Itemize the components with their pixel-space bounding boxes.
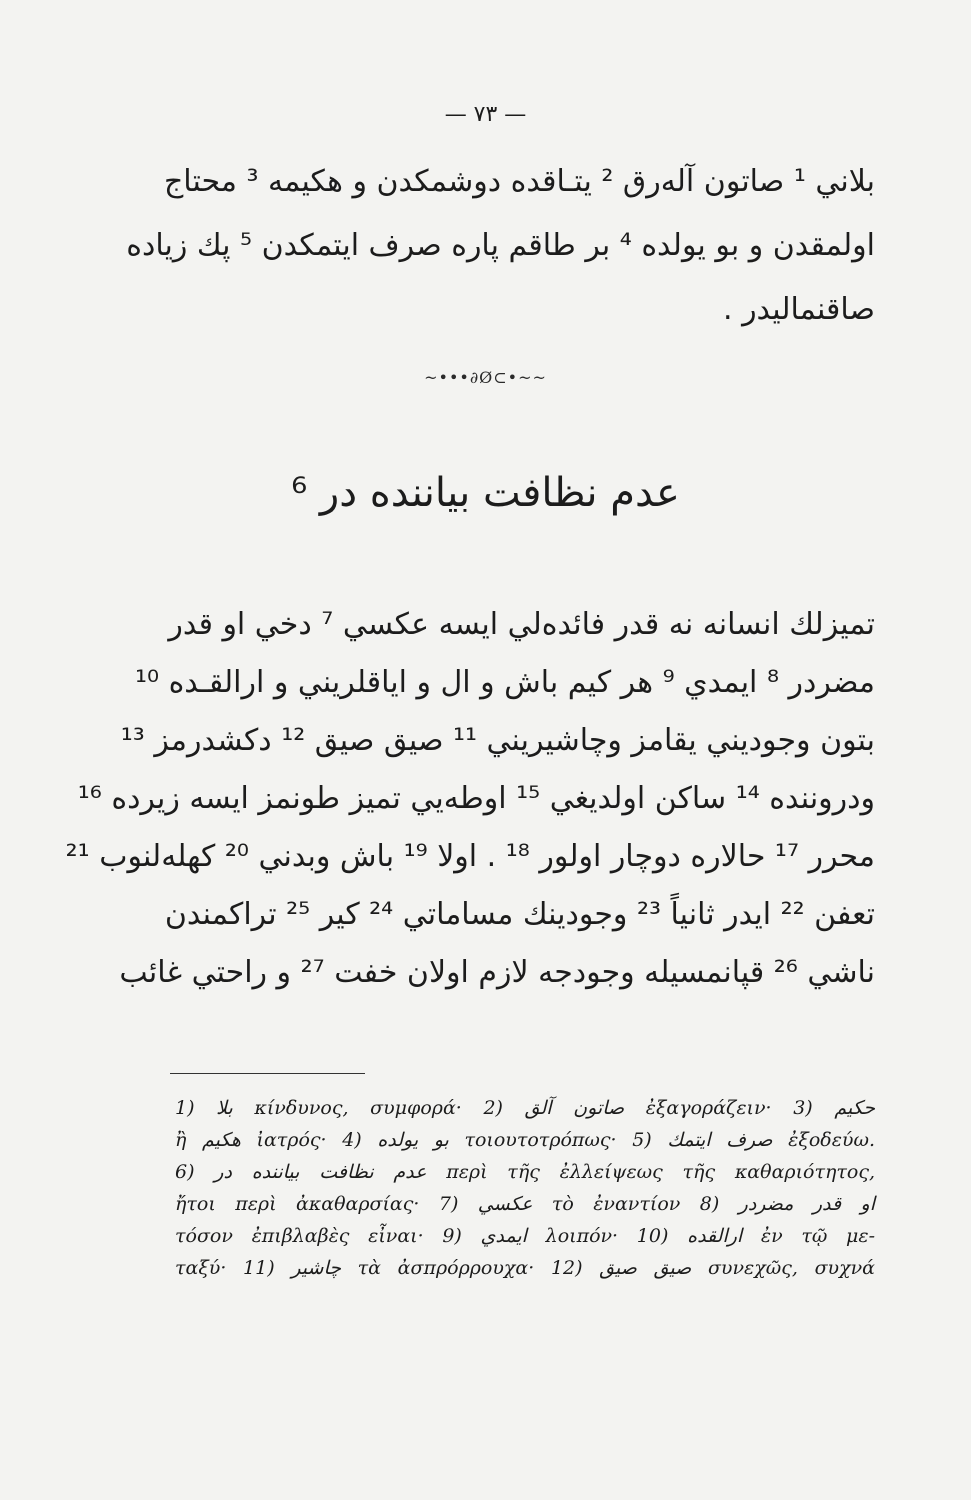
footnote-line: ταξύ· 11) چاشير τὰ ἀσπρόρρουχα· 12) صيق صيق συνεχῶς, συχνά: [175, 1257, 875, 1279]
footnote-line: 6) عدم نظافت بياننده در περὶ τῆς ἐλλείψεως τῆς καθαριότητος,: [175, 1161, 875, 1183]
section-ornament: ~•••∂Ø⊂•~~: [424, 368, 547, 387]
paragraph-continuation: [126, 150, 875, 342]
text-line: صاقنماليدر .: [723, 292, 875, 327]
section-heading: عدم نظافت بياننده در ⁶: [291, 470, 680, 516]
paragraph-cleanliness: [65, 596, 875, 1002]
text-line: تعفن ²² ايدر ثانياً ²³ وجودينك مساماتي ²⁴ كير ²⁵ تراكمندن: [164, 897, 875, 932]
footnote-line: τόσον ἐπιβλαβὲς εἶναι· 9) ايمدي λοιπόν· 10) ارالقده ἐν τῷ με-: [175, 1225, 875, 1247]
text-line: بلاني ¹ صاتون آلەرق ² يتـاقده دوشمكدن و هكيمه ³ محتاج: [163, 164, 875, 199]
footnote-line: ἤτοι περὶ ἀκαθαρσίας· 7) عكسي τὸ ἐναντίον 8) او قدر مضردر: [175, 1193, 875, 1215]
footnote-divider: [170, 1073, 365, 1074]
text-line: تميزلك انسانه نه قدر فائدەلي ايسه عكسي ⁷ دخي او قدر: [168, 607, 875, 642]
text-line: اولمقدن و بو يولده ⁴ بر طاقم پاره صرف ايتمكدن ⁵ پك زياده: [126, 228, 875, 263]
page-number: — ۷۳ —: [444, 102, 527, 127]
text-line: بتون وجوديني يقامز وچاشيريني ¹¹ صيق صيق ¹² دكشدرمز ¹³: [120, 723, 875, 758]
text-line: ناشي ²⁶ قپانمسيله وجودجه لازم اولان خفت ²⁷ و راحتي غائب: [119, 955, 875, 990]
footnote-line: 1) بلا κίνδυνος, συμφορά· 2) صاتون آلق ἐξαγοράζειν· 3) حكيم: [175, 1097, 875, 1119]
footnote-line: ἢ هكيم ἰατρός· 4) بو يولده τοιουτοτρόπως· 5) صرف ايتمك ἐξοδεύω.: [175, 1129, 875, 1151]
text-line: مضردر ⁸ ايمدي ⁹ هر كيم باش و ال و اياقلريني و ارالقـده ¹⁰: [134, 665, 875, 700]
text-line: محرر ¹⁷ حالاره دوچار اولور ¹⁸ . اولا ¹⁹ باش وبدني ²⁰ كهلەلنوب ²¹: [65, 839, 875, 874]
footnotes: [175, 1092, 875, 1284]
text-line: ودروننده ¹⁴ ساكن اولديغي ¹⁵ اوطەيي تميز طونمز ايسه زيرده ¹⁶: [77, 781, 875, 816]
